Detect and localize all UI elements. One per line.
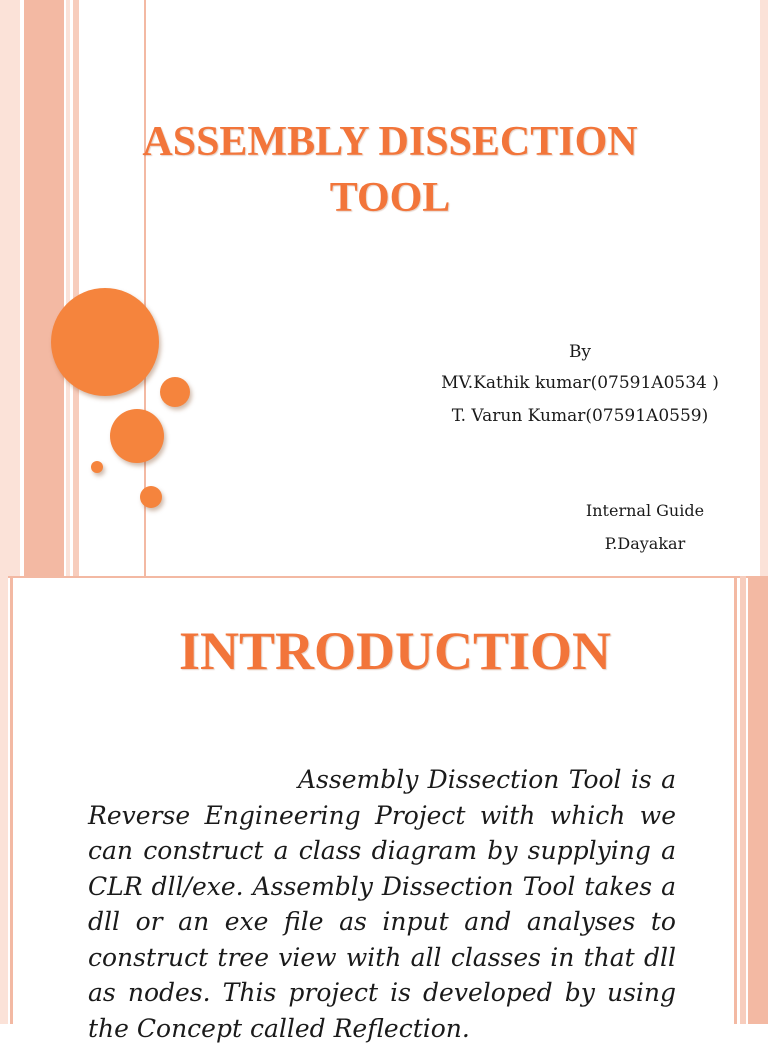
slide-body-text: Assembly Dissection Tool is a Reverse Engineering Project with which we can construct a class diagram by supplying a CLR dll/exe. Assembly Dissection Tool takes a dll or an exe file as input and analyses to construct tree view with all classes in that dll as nodes. This project is developed by using the Concept called Reflection.: [88, 765, 676, 1043]
decorative-stripe: [73, 0, 79, 576]
decorative-stripe: [66, 0, 70, 576]
decorative-circle: [91, 461, 103, 473]
decorative-stripe: [734, 576, 737, 1024]
author-name: MV.Kathik kumar(07591A0534 ): [441, 373, 719, 393]
decorative-circle: [51, 288, 159, 396]
guide-label: Internal Guide: [585, 501, 705, 520]
slide-title: ASSEMBLY DISSECTION TOOL: [142, 119, 638, 221]
introduction-slide: [0, 576, 768, 1043]
slide-title: INTRODUCTION: [178, 621, 612, 681]
decorative-circle: [110, 409, 164, 463]
guide-name: P.Dayakar: [604, 534, 686, 553]
decorative-circle: [140, 486, 162, 508]
decorative-stripe: [748, 576, 768, 1024]
decorative-stripe: [760, 0, 768, 576]
decorative-stripe: [24, 0, 64, 576]
decorative-circle: [160, 377, 190, 407]
decorative-stripe: [740, 576, 746, 1024]
decorative-stripe: [0, 576, 8, 1024]
decorative-stripe: [0, 576, 768, 578]
author-name: T. Varun Kumar(07591A0559): [451, 406, 709, 426]
by-label: By: [568, 342, 592, 362]
decorative-stripe: [10, 576, 13, 1024]
decorative-stripe: [0, 0, 20, 576]
